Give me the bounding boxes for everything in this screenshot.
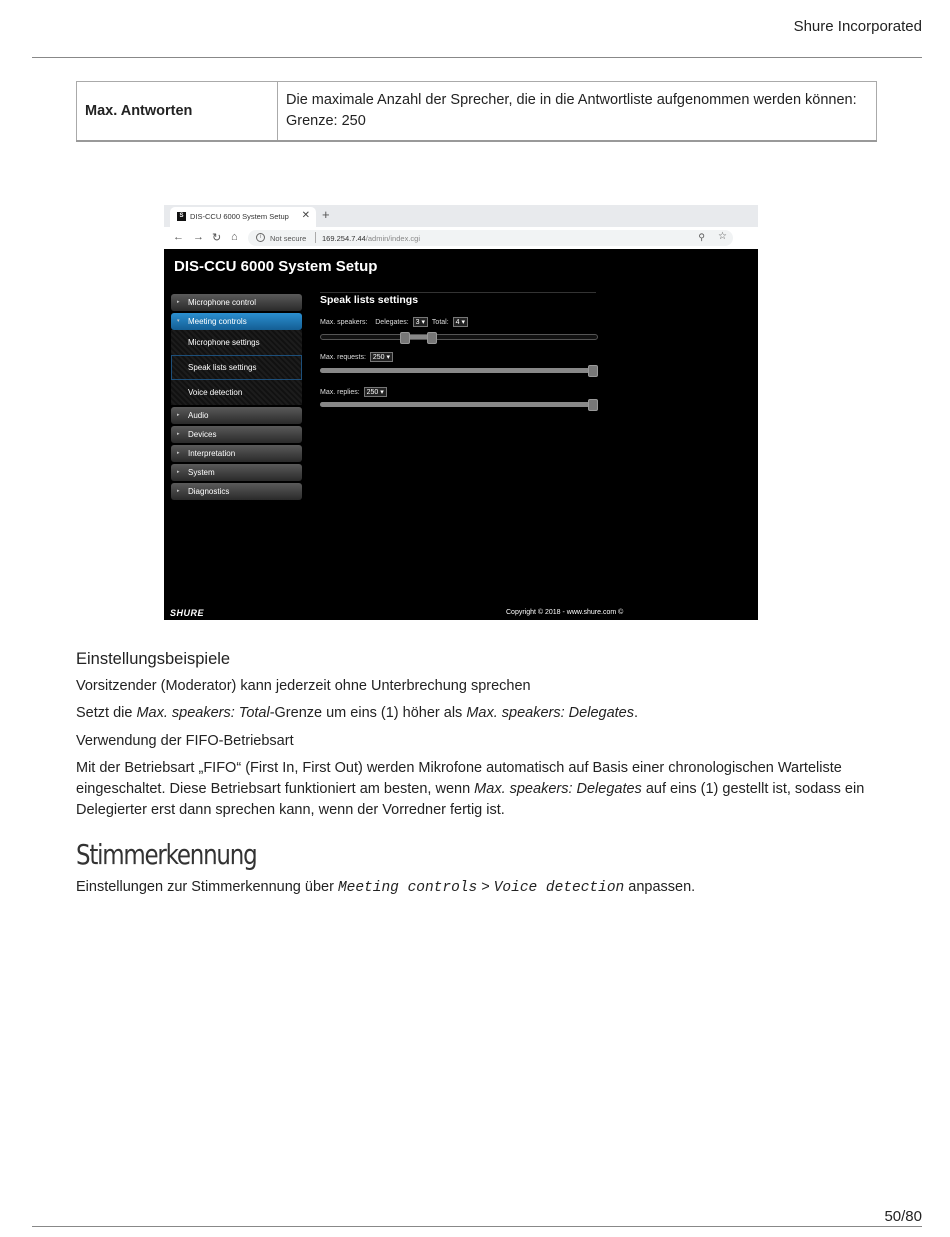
parameter-table [76, 81, 877, 142]
sidebar-item-diagnostics[interactable]: ▸ Diagnostics [171, 483, 302, 500]
chevron-down-icon: ▾ [177, 318, 180, 324]
footer-rule [32, 1226, 922, 1227]
max-speakers-slider[interactable] [320, 334, 598, 340]
browser-screenshot [164, 205, 758, 620]
slider-fill [320, 368, 596, 373]
setting-paragraph: Setzt die Max. speakers: Total-Grenze um eins (1) höher als Max. speakers: Delegates. [76, 705, 639, 721]
chevron-right-icon: ▸ [177, 488, 180, 494]
sidebar-item-microphone-control[interactable]: ▸ Microphone control [171, 294, 302, 311]
chevron-right-icon: ▸ [177, 450, 180, 456]
reload-icon[interactable]: ↻ [212, 232, 222, 244]
close-icon[interactable]: ✕ [301, 210, 310, 221]
max-replies-row [320, 387, 387, 397]
copyright-text: Copyright © 2018 - www.shure.com © [506, 609, 624, 616]
fifo-paragraph: Mit der Betriebsart „FIFO“ (First In, First Out) werden Mikrofone automatisch auf Basis einer chronologischen Warteliste eingeschaltet. Diese Betriebsart funktioniert am besten, wenn Max. speakers: Delegates auf eins (1) gestellt ist, sodass ein Delegierter erst dann sprechen kann, wenn der Vorredner fertig ist. [76, 760, 865, 818]
sidebar-item-meeting-controls[interactable]: ▾ Meeting controls [171, 313, 302, 330]
sidebar-subitem-speak-lists-settings[interactable]: Speak lists settings [171, 355, 302, 380]
sidebar-item-system[interactable]: ▸ System [171, 464, 302, 481]
section-title: Stimmerkennung [76, 838, 257, 871]
browser-tab[interactable] [170, 207, 316, 227]
parameter-description-line: Die maximale Anzahl der Sprecher, die in die Antwortliste aufgenommen werden können: [286, 92, 857, 108]
tab-title: DIS-CCU 6000 System Setup [190, 212, 289, 221]
back-icon[interactable]: ← [173, 231, 184, 243]
panel-title: Speak lists settings [320, 294, 419, 306]
settings-panel [320, 292, 602, 396]
max-replies-select[interactable]: 250 ▾ [364, 387, 387, 397]
delegates-select[interactable]: 3 ▾ [413, 317, 428, 327]
sidebar-subitem-microphone-settings[interactable]: Microphone settings [171, 330, 302, 355]
menu-path-meeting-controls: Meeting controls [337, 880, 478, 896]
browser-tab-bar [164, 205, 758, 227]
security-status: Not secure [270, 234, 307, 243]
delegates-label: Delegates: [375, 319, 409, 326]
slider-min-handle[interactable] [400, 332, 410, 344]
slider-max-handle[interactable] [427, 332, 437, 344]
max-replies-label: Max. replies: [320, 389, 360, 396]
table-row [77, 82, 877, 142]
new-tab-icon[interactable]: + [322, 207, 330, 222]
fifo-heading: Verwendung der FIFO-Betriebsart [76, 733, 294, 749]
info-icon[interactable]: i [256, 233, 265, 242]
shure-logo: SHURE [170, 608, 205, 618]
sidebar-item-audio[interactable]: ▸ Audio [171, 407, 302, 424]
divider [320, 292, 596, 293]
chevron-right-icon: ▸ [177, 412, 180, 418]
page-number: 50/80 [884, 1208, 922, 1225]
zoom-icon[interactable]: ⚲ [698, 232, 705, 242]
home-icon[interactable]: ⌂ [231, 231, 238, 243]
chevron-right-icon: ▸ [177, 431, 180, 437]
parameter-limit: Grenze: 250 [286, 113, 366, 129]
shure-favicon-icon: S [177, 212, 186, 221]
max-requests-slider[interactable] [320, 368, 596, 373]
max-requests-row [320, 352, 393, 362]
sidebar-menu [171, 294, 302, 502]
total-label: Total: [431, 319, 449, 326]
sidebar-item-devices[interactable]: ▸ Devices [171, 426, 302, 443]
forward-icon[interactable]: → [193, 231, 204, 243]
bookmark-star-icon[interactable]: ☆ [718, 231, 727, 242]
app-title: DIS-CCU 6000 System Setup [174, 258, 378, 275]
sidebar-item-interpretation[interactable]: ▸ Interpretation [171, 445, 302, 462]
max-requests-label: Max. requests: [320, 354, 366, 361]
voice-paragraph: Einstellungen zur Stimmerkennung über Meeting controls > Voice detection anpassen. [76, 879, 696, 896]
total-select[interactable]: 4 ▾ [453, 317, 468, 327]
max-speakers-row [320, 317, 468, 327]
chevron-right-icon: ▸ [177, 469, 180, 475]
sidebar-subitem-voice-detection[interactable]: Voice detection [171, 380, 302, 405]
examples-heading: Einstellungsbeispiele [76, 650, 231, 668]
url-input[interactable] [248, 230, 733, 246]
menu-path-voice-detection: Voice detection [493, 880, 625, 896]
url-text: 169.254.7.44/admin/index.cgi [322, 234, 420, 243]
slider-fill [320, 402, 596, 407]
chair-paragraph: Vorsitzender (Moderator) kann jederzeit ohne Unterbrechung sprechen [76, 678, 531, 694]
parameter-name: Max. Antworten [77, 82, 278, 142]
max-speakers-label: Max. speakers: [320, 319, 368, 326]
slider-handle[interactable] [588, 399, 598, 411]
divider [315, 232, 316, 243]
chevron-right-icon: ▸ [177, 299, 180, 305]
company-name: Shure Incorporated [793, 18, 922, 35]
max-replies-slider[interactable] [320, 402, 596, 407]
header-rule [32, 57, 922, 58]
address-bar [164, 227, 758, 249]
max-requests-select[interactable]: 250 ▾ [370, 352, 393, 362]
parameter-description [278, 82, 877, 142]
slider-handle[interactable] [588, 365, 598, 377]
